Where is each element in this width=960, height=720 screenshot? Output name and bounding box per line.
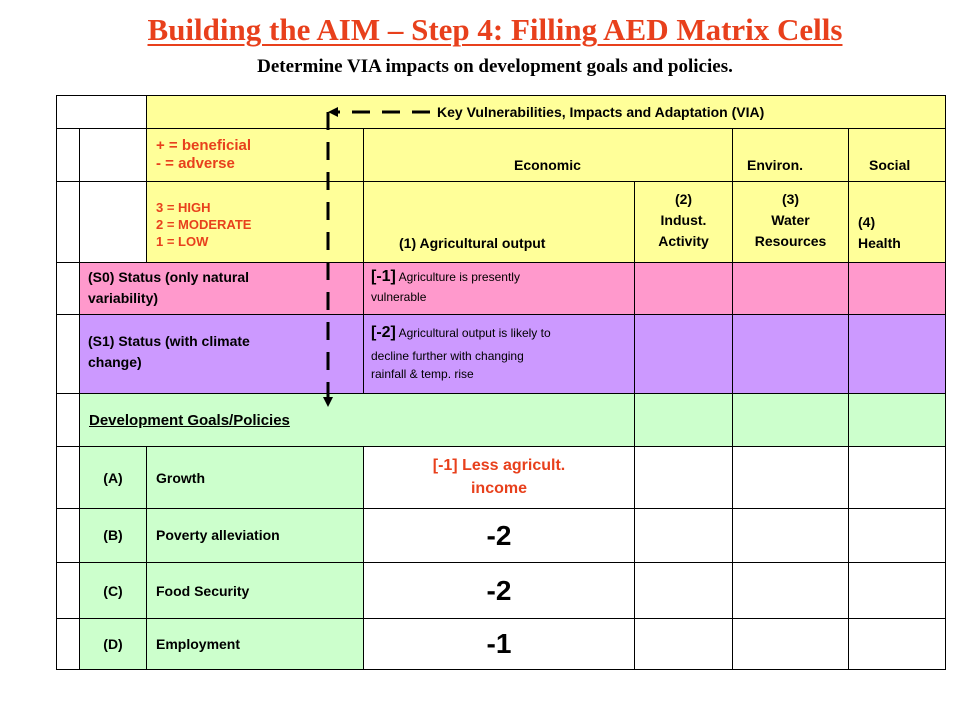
goal-c-name-cell [146,562,364,619]
goal-d-name: Employment [156,636,241,652]
s1-col4-cell [848,314,946,394]
goals-heading: Development Goals/Policies [89,412,290,429]
goal-c-col3 [732,562,849,619]
scale-cell [146,181,364,263]
goal-d-value-cell [363,618,635,670]
goal-d-name-cell [146,618,364,670]
goal-a-code-cell [79,446,147,509]
goal-a-name-cell [146,446,364,509]
blank-cell-c1 [56,262,80,315]
blank-cell-h1 [56,562,80,619]
goals-heading-cell [79,393,635,447]
page-title: Building the AIM – Step 4: Filling AED Matrix Cells [147,12,843,47]
col3-line2: Resources [754,233,827,249]
col1-header: (1) Agricultural output [399,235,546,251]
goal-b-col2 [634,508,733,563]
goal-c-col4 [848,562,946,619]
social-header: Social [869,157,911,173]
economic-header-cell [363,128,733,182]
goal-d-code-cell [79,618,147,670]
s1-col2-cell [634,314,733,394]
goal-a-col2 [634,446,733,509]
s0-value-line1 [371,268,520,286]
scale-high: 3 = HIGH [156,200,211,215]
goal-c-code: (C) [103,583,123,599]
legend-beneficial: + = beneficial [156,137,252,154]
social-header-cell [848,128,946,182]
goal-b-name: Poverty alleviation [156,527,280,543]
s0-value-text: Agriculture is presently [395,270,520,284]
goal-d-col2 [634,618,733,670]
goal-a-value-line2: income [470,480,527,497]
goal-b-code-cell [79,508,147,563]
col4-number: (4) [858,214,876,230]
goal-b-code: (B) [103,527,123,543]
col3-header-cell [732,181,849,263]
s1-label-line2: change) [88,354,142,370]
s0-col2-cell [634,262,733,315]
via-header-text: Key Vulnerabilities, Impacts and Adaptation (VIA) [437,104,765,120]
goal-a-col4 [848,446,946,509]
col1-header-cell [363,181,635,263]
blank-cell-a2 [79,128,147,182]
s0-col1-cell [363,262,635,315]
s1-label-cell [79,314,364,394]
page-subtitle: Determine VIA impacts on development goals and policies. [257,56,733,77]
goal-a-col3 [732,446,849,509]
corner-cell-1 [56,95,147,129]
goal-c-name: Food Security [156,583,250,599]
goal-d-col4 [848,618,946,670]
s0-label-line1: (S0) Status (only natural [88,269,250,285]
goal-c-col2 [634,562,733,619]
col4-header-cell [848,181,946,263]
s1-col3-cell [732,314,849,394]
goal-a-value-line1: [-1] Less agricult. [432,457,566,474]
goal-c-value-cell [363,562,635,619]
col4-line1: Health [858,235,901,251]
goals-heading-col4 [848,393,946,447]
goal-d-code: (D) [103,636,123,652]
legend-cell [146,128,364,182]
scale-moderate: 2 = MODERATE [156,217,252,232]
goal-b-name-cell [146,508,364,563]
blank-cell-f1 [56,446,80,509]
col2-number: (2) [674,191,693,207]
blank-cell-b2 [79,181,147,263]
goal-d-col3 [732,618,849,670]
s0-value-bracket: [-1] [371,268,396,285]
scale-low: 1 = LOW [156,234,209,249]
s1-value-line2: decline further with changing [371,349,524,363]
legend-adverse: - = adverse [156,155,235,172]
col3-number: (3) [781,191,800,207]
s0-col4-cell [848,262,946,315]
blank-cell-g1 [56,508,80,563]
blank-cell-b1 [56,181,80,263]
blank-cell-i1 [56,618,80,670]
blank-cell-a1 [56,128,80,182]
via-header-cell [146,95,946,129]
s1-value-line3: rainfall & temp. rise [371,367,474,381]
s1-value-bracket: [-2] [371,324,396,341]
goal-c-value: -2 [486,575,512,606]
col2-line1: Indust. [660,212,707,228]
blank-cell-e1 [56,393,80,447]
goals-heading-col2 [634,393,733,447]
s1-label-line1: (S1) Status (with climate [88,333,250,349]
goal-c-code-cell [79,562,147,619]
goal-a-code: (A) [103,470,123,486]
goal-d-value: -1 [486,628,512,659]
col2-line2: Activity [658,233,709,249]
s0-label-cell [79,262,364,315]
s1-value-line1 [371,324,551,342]
goal-b-col3 [732,508,849,563]
goal-a-name: Growth [156,470,205,486]
economic-header: Economic [514,157,581,173]
s1-col1-cell [363,314,635,394]
s0-label-line2: variability) [88,290,159,306]
col2-header-cell [634,181,733,263]
environ-header: Environ. [747,157,804,173]
environ-header-cell [732,128,849,182]
goal-a-value-cell [363,446,635,509]
s0-col3-cell [732,262,849,315]
s1-value-text: Agricultural output is likely to [395,326,551,340]
blank-cell-d1 [56,314,80,394]
s0-value-line2: vulnerable [371,290,427,304]
goal-b-col4 [848,508,946,563]
goal-b-value-cell [363,508,635,563]
goal-b-value: -2 [486,520,512,551]
goals-heading-col3 [732,393,849,447]
col3-line1: Water [771,212,810,228]
